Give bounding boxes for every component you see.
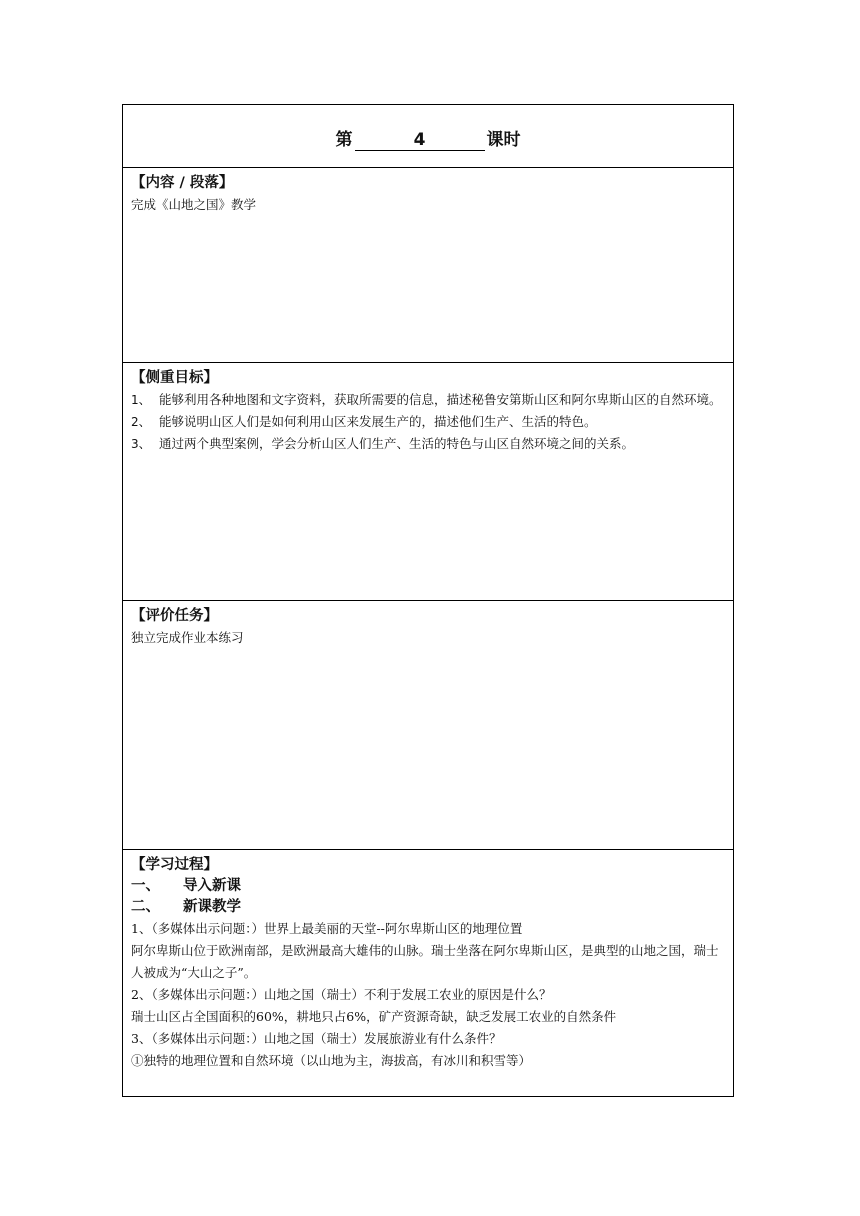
process-line: ①独特的地理位置和自然环境（以山地为主，海拔高，有冰川和积雪等） xyxy=(131,1053,532,1068)
process-line: 瑞士山区占全国面积的60%，耕地只占6%，矿产资源奇缺，缺乏发展工农业的自然条件 xyxy=(131,1009,617,1024)
process-section xyxy=(123,849,733,1096)
goal-number: 2、 xyxy=(131,415,151,429)
goal-item xyxy=(131,411,725,433)
lesson-title xyxy=(336,125,521,151)
evaluation-heading: 【评价任务】 xyxy=(131,608,218,624)
content-text: 完成《山地之国》教学 xyxy=(131,197,257,212)
section-title: 新课教学 xyxy=(183,899,241,915)
process-line: 2、（多媒体出示问题：）山地之国（瑞士）不利于发展工农业的原因是什么？ xyxy=(131,987,552,1002)
goal-text: 能够利用各种地图和文字资料，获取所需要的信息，描述秘鲁安第斯山区和阿尔卑斯山区的自然环境。 xyxy=(159,392,722,407)
goals-section xyxy=(123,362,733,600)
lesson-number: 4 xyxy=(355,130,485,151)
evaluation-text: 独立完成作业本练习 xyxy=(131,630,244,645)
section-heading-new xyxy=(131,897,725,918)
section-number: 一、 xyxy=(131,878,160,894)
goals-list xyxy=(131,389,725,455)
evaluation-section xyxy=(123,600,733,849)
content-heading: 【内容 / 段落】 xyxy=(131,175,234,191)
goal-text: 通过两个典型案例，学会分析山区人们生产、生活的特色与山区自然环境之间的关系。 xyxy=(159,436,635,451)
lesson-plan-table xyxy=(122,104,734,1097)
lesson-number-row xyxy=(123,105,733,167)
goal-number: 3、 xyxy=(131,437,151,451)
process-line: 1、（多媒体出示问题：）世界上最美丽的天堂--阿尔卑斯山区的地理位置 xyxy=(131,921,523,936)
process-heading: 【学习过程】 xyxy=(131,857,218,873)
process-line: 3、（多媒体出示问题：）山地之国（瑞士）发展旅游业有什么条件？ xyxy=(131,1031,502,1046)
content-section xyxy=(123,167,733,362)
goal-item xyxy=(131,389,725,411)
goal-number: 1、 xyxy=(131,393,151,407)
section-title: 导入新课 xyxy=(183,878,241,894)
title-suffix: 课时 xyxy=(486,129,521,150)
section-heading-intro xyxy=(131,876,725,897)
goals-heading: 【侧重目标】 xyxy=(131,370,218,386)
goal-item xyxy=(131,433,725,455)
goal-text: 能够说明山区人们是如何利用山区来发展生产的，描述他们生产、生活的特色。 xyxy=(159,414,597,429)
section-number: 二、 xyxy=(131,899,160,915)
title-prefix: 第 xyxy=(335,129,353,150)
process-line: 阿尔卑斯山位于欧洲南部，是欧洲最高大雄伟的山脉。瑞士坐落在阿尔卑斯山区，是典型的山地之国，瑞士人被成为“大山之子”。 xyxy=(131,943,719,980)
